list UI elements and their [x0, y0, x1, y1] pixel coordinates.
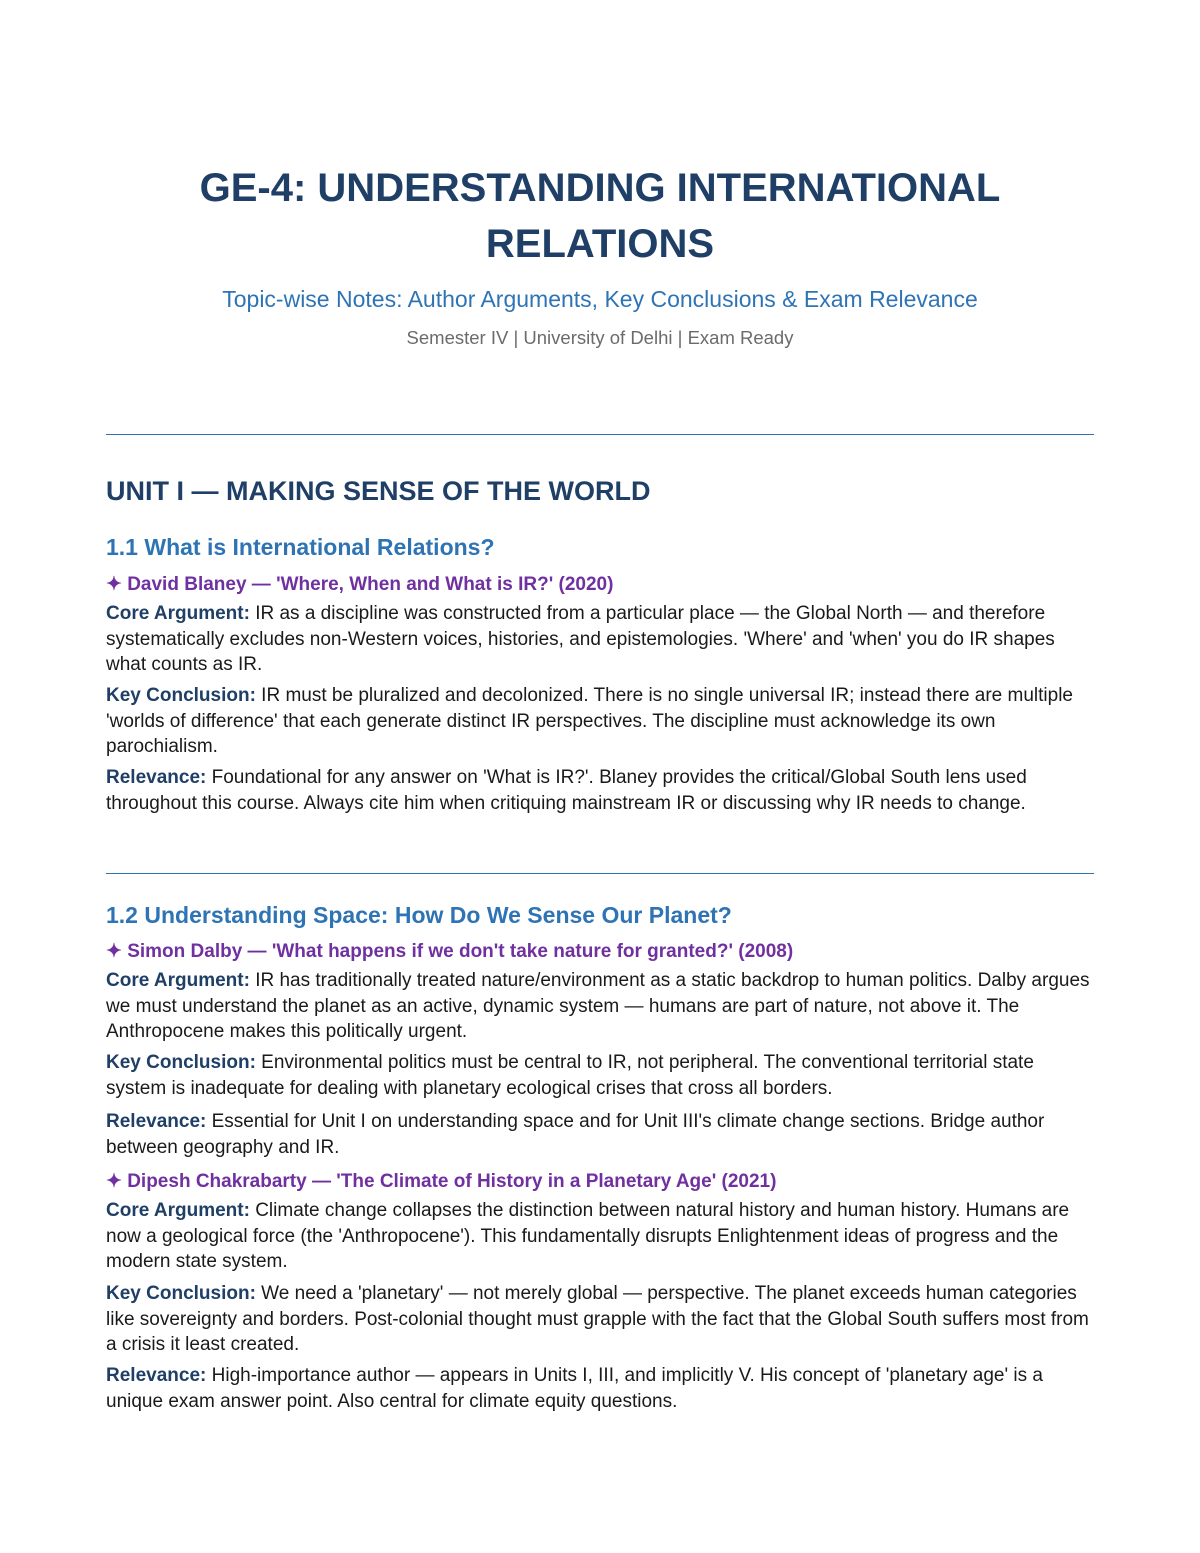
- section-heading-1-1: 1.1 What is International Relations?: [106, 534, 495, 560]
- document-meta: Semester IV | University of Delhi | Exam Ready: [406, 327, 794, 348]
- key-conclusion-blaney: [106, 683, 1094, 760]
- relevance-label: Relevance:: [106, 1365, 207, 1386]
- relevance-label: Relevance:: [106, 1111, 207, 1132]
- relevance-label: Relevance:: [106, 767, 207, 788]
- key-conclusion-text: IR must be pluralized and decolonized. There is no single universal IR; instead there are multiple 'worlds of difference' that each generate distinct IR perspectives. The discipline must acknowledge its own parochialism.: [106, 685, 1073, 757]
- relevance-text: High-importance author — appears in Units I, III, and implicitly V. His concept of 'planetary age' is a unique exam answer point. Also central for climate equity questions.: [106, 1365, 1043, 1412]
- author-heading-chakrabarty: ✦ Dipesh Chakrabarty — 'The Climate of History in a Planetary Age' (2021): [106, 1171, 777, 1192]
- section-heading-1-2: 1.2 Understanding Space: How Do We Sense Our Planet?: [106, 902, 732, 928]
- key-conclusion-label: Key Conclusion:: [106, 685, 256, 706]
- key-conclusion-text: We need a 'planetary' — not merely global — perspective. The planet exceeds human categories like sovereignty and borders. Post-colonial thought must grapple with the fact that the Global South suffers most from a crisis it least created.: [106, 1283, 1089, 1355]
- core-argument-text: IR as a discipline was constructed from a particular place — the Global North — and therefore systematically excludes non-Western voices, histories, and epistemologies. 'Where' and 'when' you do IR shapes what counts as IR.: [106, 603, 1055, 675]
- core-argument-label: Core Argument:: [106, 970, 250, 991]
- divider-rule: [106, 873, 1094, 874]
- relevance-chakrabarty: [106, 1363, 1094, 1414]
- divider-rule: [106, 434, 1094, 435]
- key-conclusion-text: Environmental politics must be central to IR, not peripheral. The conventional territorial state system is inadequate for dealing with planetary ecological crises that cross all borders.: [106, 1052, 1034, 1099]
- document-subtitle: Topic-wise Notes: Author Arguments, Key Conclusions & Exam Relevance: [222, 286, 978, 312]
- key-conclusion-chakrabarty: [106, 1281, 1094, 1358]
- unit-heading: UNIT I — MAKING SENSE OF THE WORLD: [106, 476, 651, 506]
- author-heading-dalby: ✦ Simon Dalby — 'What happens if we don't take nature for granted?' (2008): [106, 941, 794, 962]
- key-conclusion-label: Key Conclusion:: [106, 1052, 256, 1073]
- core-argument-label: Core Argument:: [106, 1200, 250, 1221]
- author-heading-blaney: ✦ David Blaney — 'Where, When and What is IR?' (2020): [106, 574, 614, 595]
- relevance-text: Foundational for any answer on 'What is IR?'. Blaney provides the critical/Global South lens used throughout this course. Always cite him when critiquing mainstream IR or discussing why IR needs to change.: [106, 767, 1027, 814]
- document-title: [106, 160, 1094, 272]
- core-argument-text: IR has traditionally treated nature/environment as a static backdrop to human politics. Dalby argues we must understand the planet as an active, dynamic system — humans are part of nature, not above it. The Anthropocene makes this politically urgent.: [106, 970, 1090, 1042]
- key-conclusion-label: Key Conclusion:: [106, 1283, 256, 1304]
- key-conclusion-dalby: [106, 1050, 1094, 1101]
- title-line-2: RELATIONS: [485, 222, 715, 266]
- relevance-dalby: [106, 1109, 1094, 1160]
- core-argument-dalby: [106, 968, 1094, 1045]
- title-line-1: GE-4: UNDERSTANDING INTERNATIONAL: [199, 166, 1001, 210]
- core-argument-chakrabarty: [106, 1198, 1094, 1275]
- relevance-blaney: [106, 765, 1094, 816]
- relevance-text: Essential for Unit I on understanding space and for Unit III's climate change sections. Bridge author between geography and IR.: [106, 1111, 1045, 1158]
- core-argument-text: Climate change collapses the distinction between natural history and human history. Humans are now a geological force (the 'Anthropocene'). This fundamentally disrupts Enlightenment ideas of progress and the modern state system.: [106, 1200, 1070, 1272]
- core-argument-label: Core Argument:: [106, 603, 250, 624]
- core-argument-blaney: [106, 601, 1094, 678]
